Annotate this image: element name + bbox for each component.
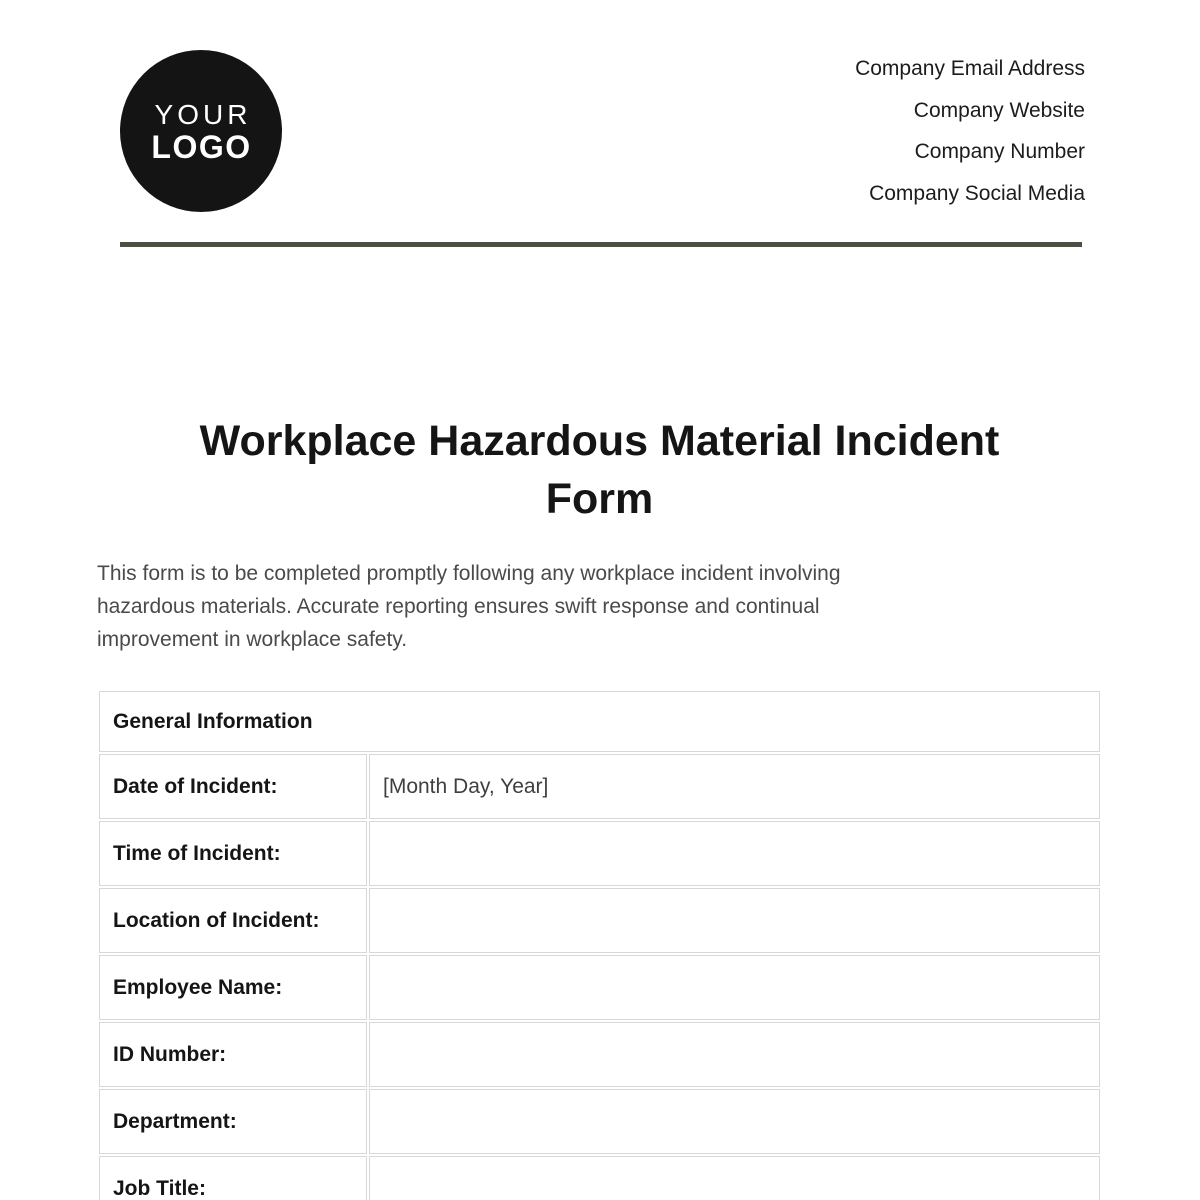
table-row	[99, 955, 1100, 1020]
row-label-location-of-incident: Location of Incident:	[99, 888, 367, 953]
table-row	[99, 1089, 1100, 1154]
row-value-department[interactable]	[369, 1089, 1100, 1154]
row-value-employee-name[interactable]	[369, 955, 1100, 1020]
row-value-time-of-incident[interactable]	[369, 821, 1100, 886]
intro-line: improvement in workplace safety.	[97, 628, 408, 651]
table-row	[99, 821, 1100, 886]
intro-line: This form is to be completed promptly following any workplace incident involving	[97, 562, 841, 585]
row-value-id-number[interactable]	[369, 1022, 1100, 1087]
row-label-job-title: Job Title:	[99, 1156, 367, 1200]
table-row	[99, 1156, 1100, 1200]
intro-line: hazardous materials. Accurate reporting ensures swift response and continual	[97, 595, 820, 618]
company-email-line: Company Email Address	[855, 57, 1085, 80]
intro-paragraph	[97, 557, 1102, 656]
row-label-time-of-incident: Time of Incident:	[99, 821, 367, 886]
general-information-table	[97, 689, 1102, 1200]
row-value-date-of-incident[interactable]: [Month Day, Year]	[369, 754, 1100, 819]
table-row	[99, 754, 1100, 819]
logo-text-your: YOUR	[154, 98, 252, 130]
company-social-line: Company Social Media	[869, 181, 1085, 205]
row-label-id-number: ID Number:	[99, 1022, 367, 1087]
page-title: Workplace Hazardous Material Incident Form	[199, 417, 1000, 523]
row-value-location-of-incident[interactable]	[369, 888, 1100, 953]
row-label-employee-name: Employee Name:	[99, 955, 367, 1020]
company-number-line: Company Number	[914, 140, 1085, 163]
section-header-row	[99, 691, 1100, 752]
table-row	[99, 1022, 1100, 1087]
company-website-line: Company Website	[913, 98, 1085, 122]
row-label-date-of-incident: Date of Incident:	[99, 754, 367, 819]
logo-text-logo: LOGO	[151, 128, 252, 165]
document-body	[97, 0, 1102, 1200]
table-row	[99, 888, 1100, 953]
row-label-department: Department:	[99, 1089, 367, 1154]
section-title: General Information	[99, 691, 1100, 752]
row-value-job-title[interactable]	[369, 1156, 1100, 1200]
